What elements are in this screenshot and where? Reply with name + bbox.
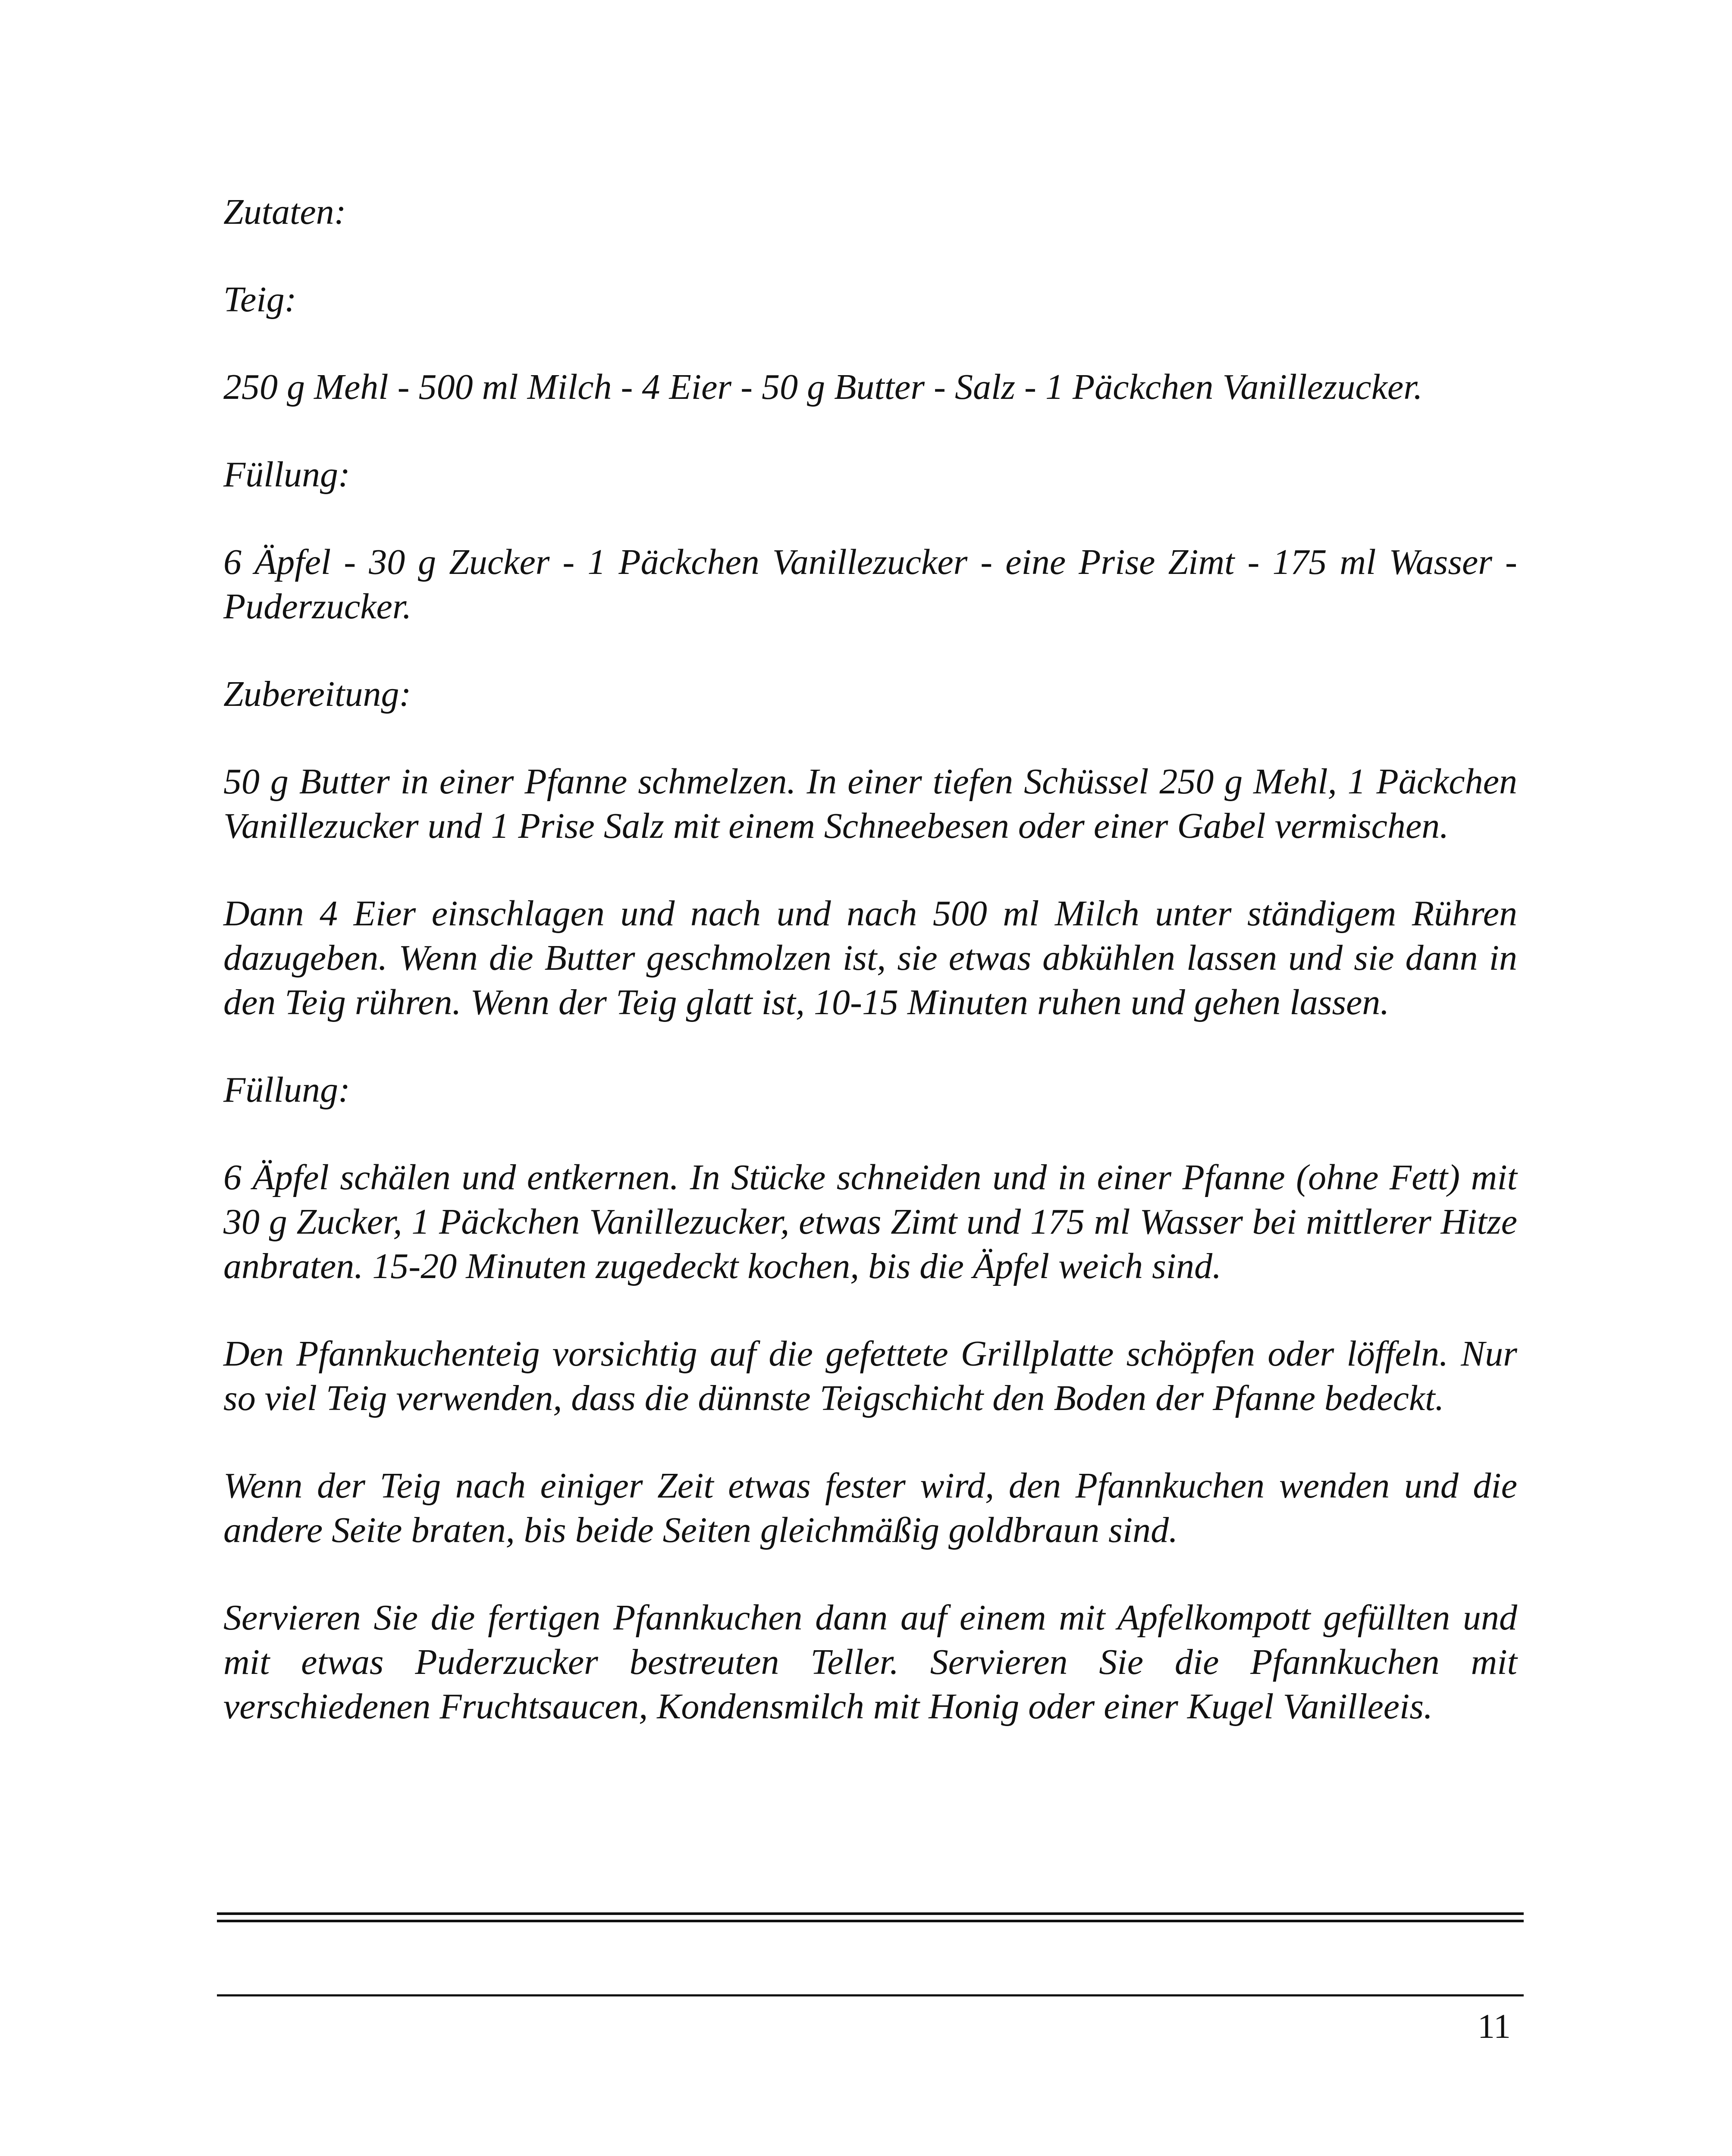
filling-step: Servieren Sie die fertigen Pfannkuchen dann auf einem mit Apfelkompott gefüllten und mit etwas Puderzucker bestreuten Teller. Servieren Sie die Pfannkuchen mit verschiedenen Fruchtsaucen, Kondensmilch mit Honig oder einer Kugel Vanilleeis. bbox=[223, 1598, 1517, 1727]
recipe-text bbox=[223, 190, 1517, 1729]
filling-step-heading: Füllung: bbox=[223, 1070, 350, 1110]
filling-step: Den Pfannkuchenteig vorsichtig auf die gefettete Grillplatte schöpfen oder löffeln. Nur so viel Teig verwenden, dass die dünnste Teigschicht den Boden der Pfanne bedeckt. bbox=[223, 1334, 1517, 1418]
preparation-heading: Zubereitung: bbox=[223, 674, 411, 714]
dough-heading: Teig: bbox=[223, 279, 297, 320]
end-of-text-double-rule bbox=[217, 1912, 1524, 1922]
filling-ingredients: 6 Äpfel - 30 g Zucker - 1 Päckchen Vanillezucker - eine Prise Zimt - 175 ml Wasser - Puderzucker. bbox=[223, 542, 1517, 627]
ingredients-heading: Zutaten: bbox=[223, 192, 346, 232]
dough-ingredients: 250 g Mehl - 500 ml Milch - 4 Eier - 50 g Butter - Salz - 1 Päckchen Vanillezucker. bbox=[223, 367, 1423, 407]
filling-step: 6 Äpfel schälen und entkernen. In Stücke schneiden und in einer Pfanne (ohne Fett) mit 30 g Zucker, 1 Päckchen Vanillezucker, etwas Zimt und 175 ml Wasser bei mittlerer Hitze anbraten. 15-20 Minuten zugedeckt kochen, bis die Äpfel weich sind. bbox=[223, 1157, 1517, 1286]
preparation-step: Dann 4 Eier einschlagen und nach und nach 500 ml Milch unter ständigem Rühren dazugeben. Wenn die Butter geschmolzen ist, sie etwas abkühlen lassen und sie dann in den Teig rühren. Wenn der Teig glatt ist, 10-15 Minuten ruhen und gehen lassen. bbox=[223, 893, 1517, 1022]
filling-heading: Füllung: bbox=[223, 454, 350, 495]
footer-rule bbox=[217, 1994, 1524, 1996]
preparation-step: 50 g Butter in einer Pfanne schmelzen. In einer tiefen Schüssel 250 g Mehl, 1 Päckchen Vanillezucker und 1 Prise Salz mit einem Schneebesen oder einer Gabel vermischen. bbox=[223, 761, 1517, 846]
page-number: 11 bbox=[1477, 2008, 1511, 2046]
filling-step: Wenn der Teig nach einiger Zeit etwas fester wird, den Pfannkuchen wenden und die andere Seite braten, bis beide Seiten gleichmäßig goldbraun sind. bbox=[223, 1466, 1517, 1550]
